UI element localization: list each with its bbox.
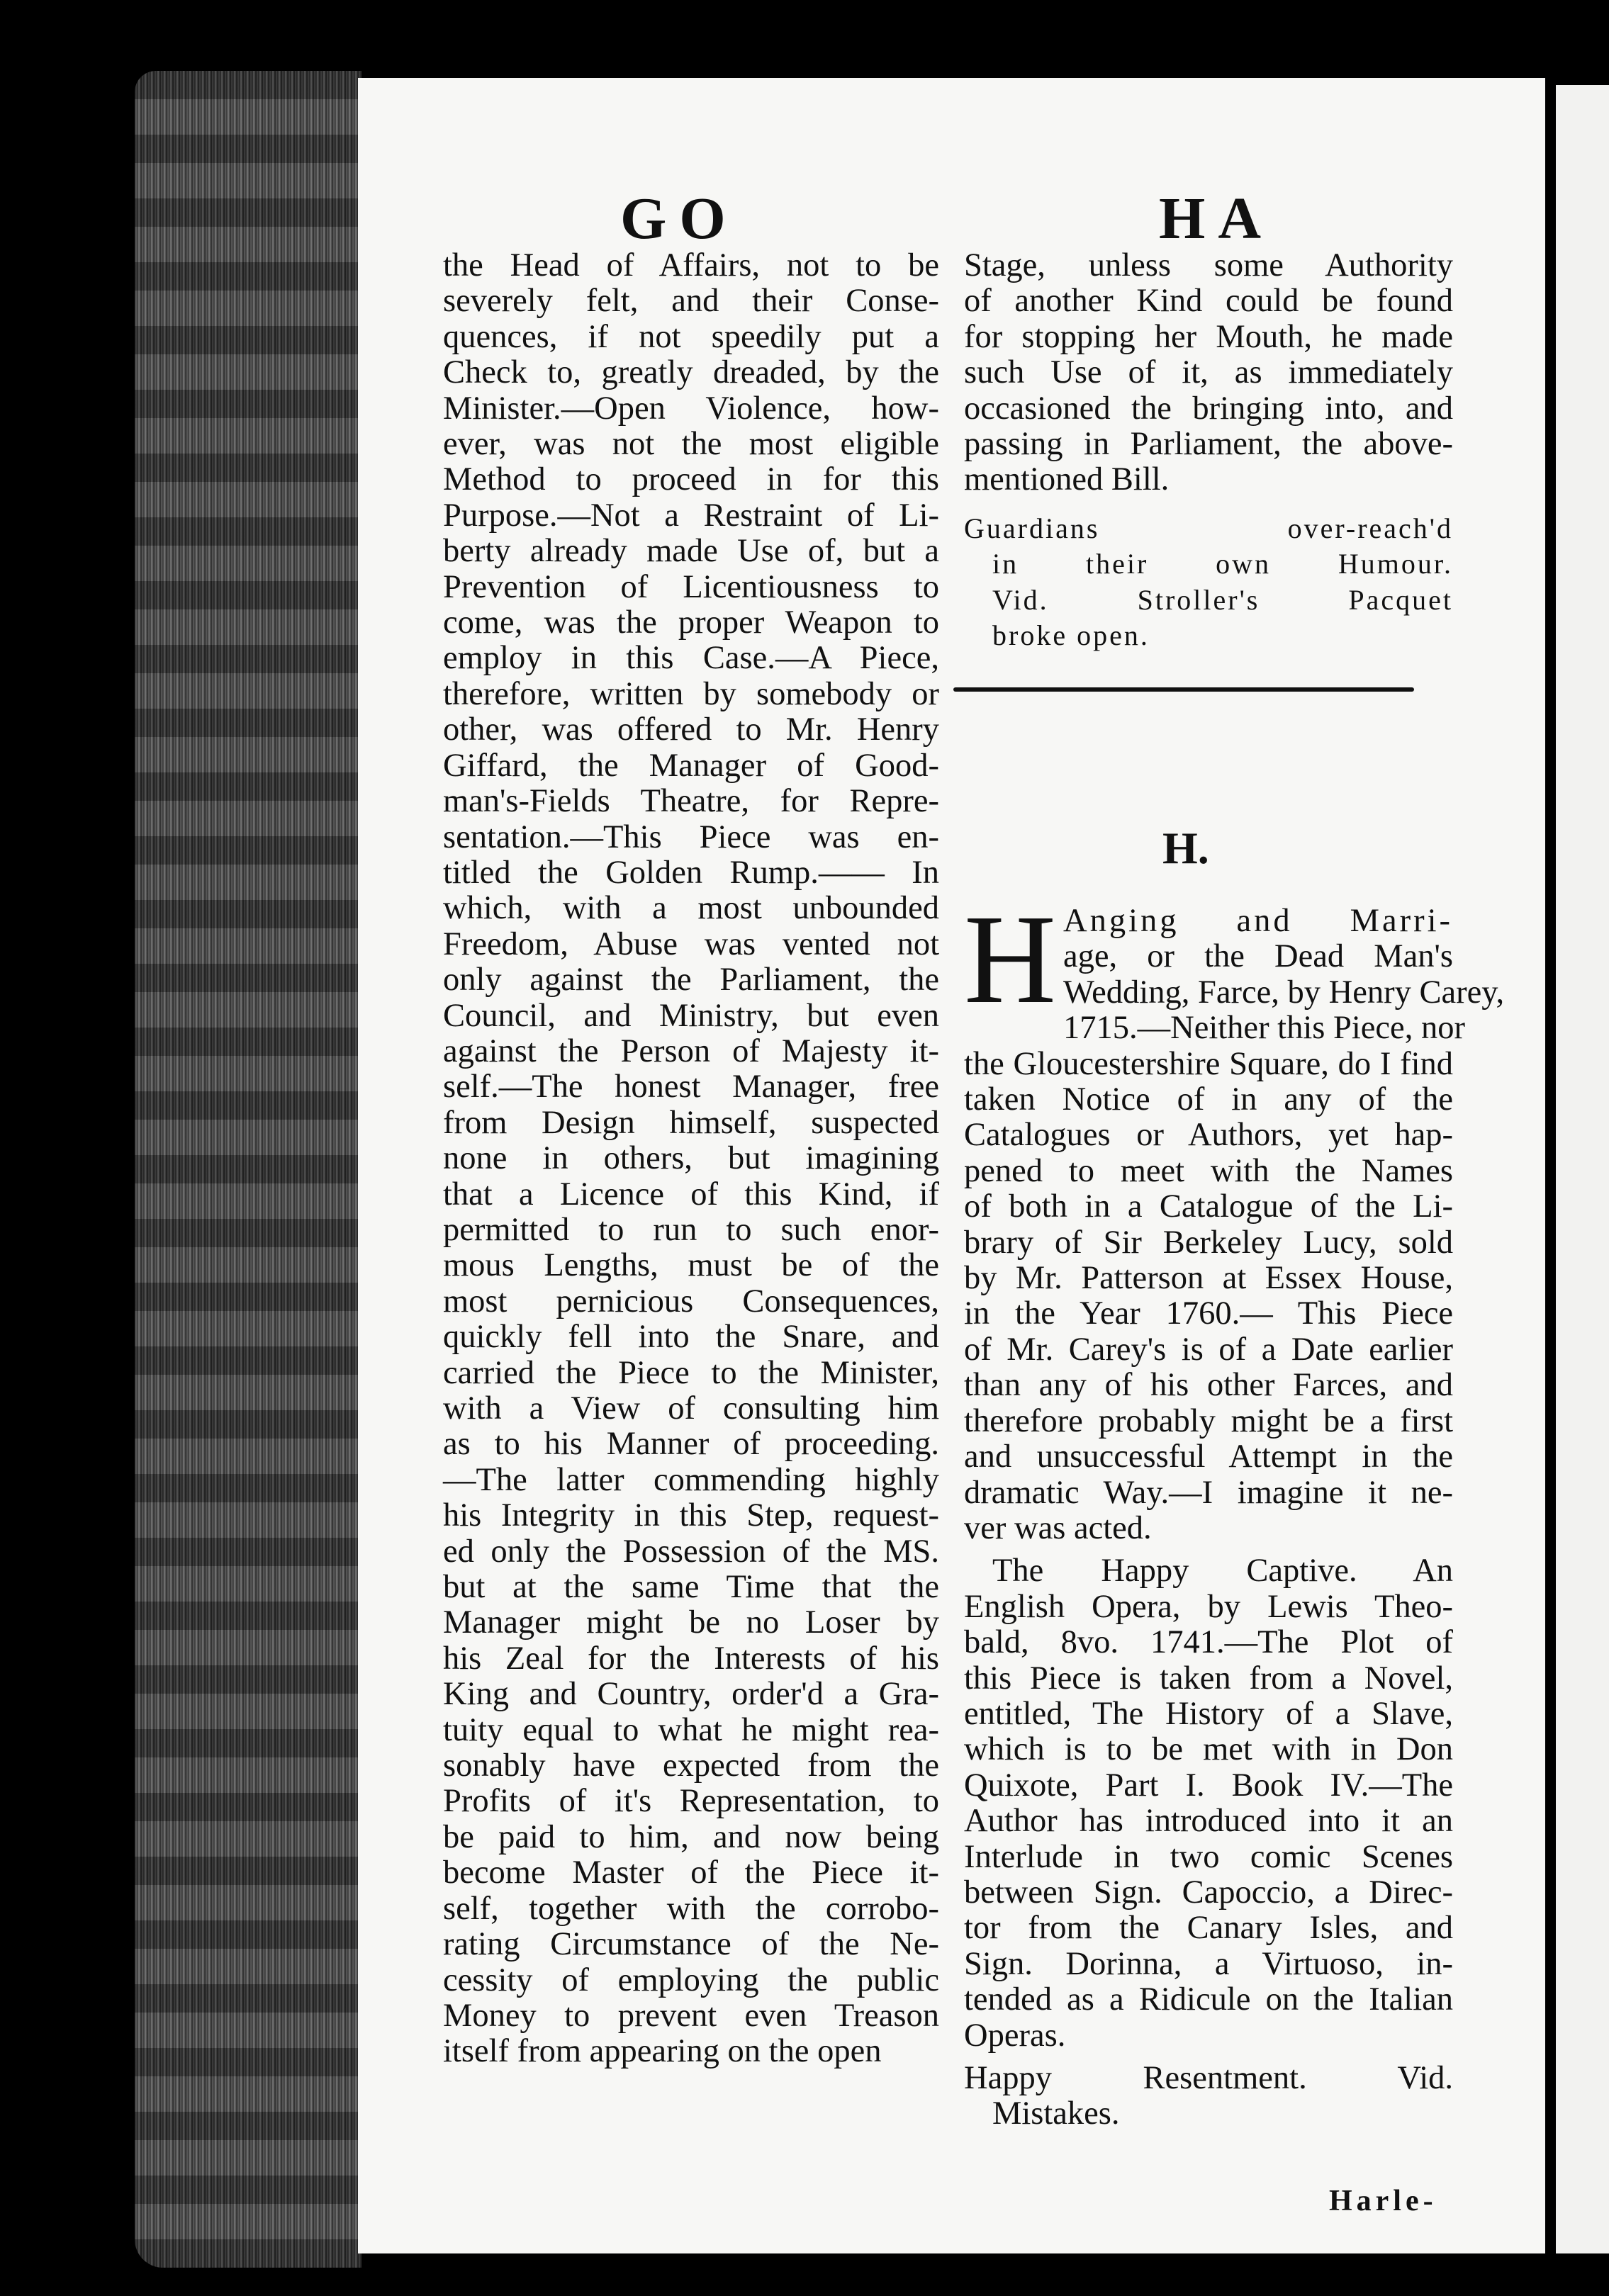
left-text-line: employ in this Case.—A Piece,: [443, 640, 939, 677]
left-text-line: sentation.—This Piece was en-: [443, 818, 939, 855]
left-column: [443, 248, 939, 2070]
left-text-line: therefore, written by somebody or: [443, 675, 939, 712]
left-text-line: Council, and Ministry, but even: [443, 997, 939, 1034]
happy-resentment-entry: [964, 2061, 1453, 2132]
left-text-line: Minister.—Open Violence, how-: [443, 390, 939, 427]
hanging-line: Catalogues or Authors, yet hap-: [964, 1117, 1453, 1154]
left-text-line: man's-Fields Theatre, for Repre-: [443, 783, 939, 820]
left-text-line: sonably have expected from the: [443, 1748, 939, 1784]
left-text-line: Giffard, the Manager of Good-: [443, 747, 939, 784]
hanging-line: ver was acted.: [964, 1509, 1152, 1546]
left-text-line: Money to prevent even Treason: [443, 1997, 939, 2034]
guardians-line: broke open.: [992, 619, 1150, 652]
left-text-line: permitted to run to such enor-: [443, 1211, 939, 1248]
left-text-line: Prevention of Licentiousness to: [443, 568, 939, 605]
facing-page-edge: [1556, 85, 1609, 2253]
hanging-line: 1715.—Neither this Piece, nor: [1063, 1010, 1465, 1047]
captive-line: Quixote, Part I. Book IV.—The: [964, 1767, 1453, 1803]
right-column: [964, 248, 1453, 653]
left-text-line: cessity of employing the public: [443, 1962, 939, 1998]
hanging-line: of Mr. Carey's is of a Date earlier: [964, 1331, 1453, 1368]
right-text-line: occasioned the bringing into, and: [964, 390, 1453, 427]
guardians-line: in their own Humour.: [992, 548, 1453, 580]
left-text-line: ever, was not the most eligible: [443, 426, 939, 463]
captive-line: bald, 8vo. 1741.—The Plot of: [964, 1624, 1453, 1661]
left-text-line: ed only the Possession of the MS.: [443, 1533, 939, 1570]
left-text-line: —The latter commending highly: [443, 1461, 939, 1498]
hanging-line: brary of Sir Berkeley Lucy, sold: [964, 1224, 1453, 1261]
right-text-line: mentioned Bill.: [964, 461, 1170, 498]
left-text-line: carried the Piece to the Minister,: [443, 1354, 939, 1391]
left-text-line: only against the Parliament, the: [443, 962, 939, 998]
left-text-line: Profits of it's Representation, to: [443, 1783, 939, 1820]
left-text-line: other, was offered to Mr. Henry: [443, 711, 939, 748]
hanging-line: taken Notice of in any of the: [964, 1081, 1453, 1118]
left-text-line: quickly fell into the Snare, and: [443, 1319, 939, 1356]
left-text-line: rating Circumstance of the Ne-: [443, 1926, 939, 1963]
captive-line: this Piece is taken from a Novel,: [964, 1660, 1453, 1696]
captive-line: tor from the Canary Isles, and: [964, 1910, 1453, 1947]
captive-line: tended as a Ridicule on the Italian: [964, 1981, 1453, 2018]
book-page: [358, 78, 1545, 2253]
right-text-line: passing in Parliament, the above-: [964, 426, 1453, 463]
left-text-line: Method to proceed in for this: [443, 461, 939, 498]
left-text-line: his Integrity in this Step, request-: [443, 1497, 939, 1534]
captive-line: Sign. Dorinna, a Virtuoso, in-: [964, 1945, 1453, 1982]
right-text-line: Stage, unless some Authority: [964, 247, 1453, 283]
drop-capital: H: [964, 889, 1056, 1030]
left-text-line: self, together with the corrobo-: [443, 1890, 939, 1927]
left-text-line: be paid to him, and now being: [443, 1818, 939, 1855]
resentment-line: Mistakes.: [992, 2095, 1120, 2132]
left-text-line: quences, if not speedily put a: [443, 318, 939, 355]
hanging-line: dramatic Way.—I imagine it ne-: [964, 1474, 1453, 1511]
happy-captive-entry: [964, 1553, 1453, 2054]
left-text-line: tuity equal to what he might rea-: [443, 1711, 939, 1748]
left-text-line: mous Lengths, must be of the: [443, 1247, 939, 1284]
section-rule: [953, 687, 1414, 692]
left-text-line: Check to, greatly dreaded, by the: [443, 354, 939, 391]
hanging-line: therefore probably might be a first: [964, 1402, 1453, 1439]
right-text-line: for stopping her Mouth, he made: [964, 318, 1453, 355]
left-text-line: come, was the proper Weapon to: [443, 604, 939, 641]
hanging-line: age, or the Dead Man's: [1063, 938, 1453, 975]
left-text-line: that a Licence of this Kind, if: [443, 1176, 939, 1212]
left-text-line: from Design himself, suspected: [443, 1104, 939, 1141]
book-fore-edge: [135, 71, 361, 2268]
section-heading: H.: [1162, 823, 1209, 873]
running-head-left: GO: [620, 186, 739, 252]
right-text-line: such Use of it, as immediately: [964, 354, 1453, 391]
guardians-line: Vid. Stroller's Pacquet: [992, 583, 1453, 616]
captive-line: Operas.: [964, 2017, 1066, 2054]
captive-line: Author has introduced into it an: [964, 1803, 1453, 1840]
hanging-line: and unsuccessful Attempt in the: [964, 1439, 1453, 1475]
left-text-line: self.—The honest Manager, free: [443, 1069, 939, 1105]
left-text-line: with a View of consulting him: [443, 1390, 939, 1426]
left-text-line: Manager might be no Loser by: [443, 1604, 939, 1641]
left-text-line: King and Country, order'd a Gra-: [443, 1676, 939, 1713]
hanging-line: pened to meet with the Names: [964, 1152, 1453, 1189]
hanging-line: of both in a Catalogue of the Li-: [964, 1188, 1453, 1225]
hanging-line: in the Year 1760.— This Piece: [964, 1295, 1453, 1332]
hanging-line: Anging and Marri-: [1063, 903, 1453, 939]
left-text-line: Purpose.—Not a Restraint of Li-: [443, 497, 939, 534]
captive-line: English Opera, by Lewis Theo-: [964, 1588, 1453, 1625]
captive-line: The Happy Captive. An: [992, 1553, 1453, 1589]
left-text-line: as to his Manner of proceeding.: [443, 1426, 939, 1463]
left-text-line: his Zeal for the Interests of his: [443, 1640, 939, 1677]
hanging-line: Wedding, Farce, by Henry Carey,: [1063, 974, 1505, 1011]
left-text-line: which, with a most unbounded: [443, 890, 939, 927]
left-text-line: most pernicious Consequences,: [443, 1283, 939, 1319]
captive-line: between Sign. Capoccio, a Direc-: [964, 1874, 1453, 1910]
left-text-line: the Head of Affairs, not to be: [443, 247, 939, 283]
left-text-line: none in others, but imagining: [443, 1140, 939, 1177]
catchword: Harle-: [1329, 2185, 1437, 2217]
left-text-line: berty already made Use of, but a: [443, 533, 939, 570]
left-text-line: titled the Golden Rump.—— In: [443, 854, 939, 891]
hanging-line: the Gloucestershire Square, do I find: [964, 1045, 1453, 1082]
hanging-line: than any of his other Farces, and: [964, 1367, 1453, 1404]
continued-entry: [964, 248, 1453, 498]
hanging-line: by Mr. Patterson at Essex House,: [964, 1260, 1453, 1297]
hanging-entry: [964, 889, 1505, 1546]
left-text-line: severely felt, and their Conse-: [443, 283, 939, 320]
right-text-line: of another Kind could be found: [964, 283, 1453, 320]
guardians-entry: [964, 511, 1453, 654]
left-text-line: Freedom, Abuse was vented not: [443, 925, 939, 962]
left-text-line: but at the same Time that the: [443, 1569, 939, 1606]
entries-h: [964, 889, 1505, 2132]
captive-line: which is to be met with in Don: [964, 1731, 1453, 1768]
left-text-line: against the Person of Majesty it-: [443, 1032, 939, 1069]
resentment-line: Happy Resentment. Vid.: [964, 2060, 1453, 2096]
left-text-line: itself from appearing on the open: [443, 2033, 882, 2070]
running-head-right: HA: [1159, 186, 1274, 252]
guardians-line: Guardians over-reach'd: [964, 512, 1453, 544]
captive-line: Interlude in two comic Scenes: [964, 1838, 1453, 1875]
captive-line: entitled, The History of a Slave,: [964, 1695, 1453, 1732]
left-text-line: become Master of the Piece it-: [443, 1855, 939, 1891]
